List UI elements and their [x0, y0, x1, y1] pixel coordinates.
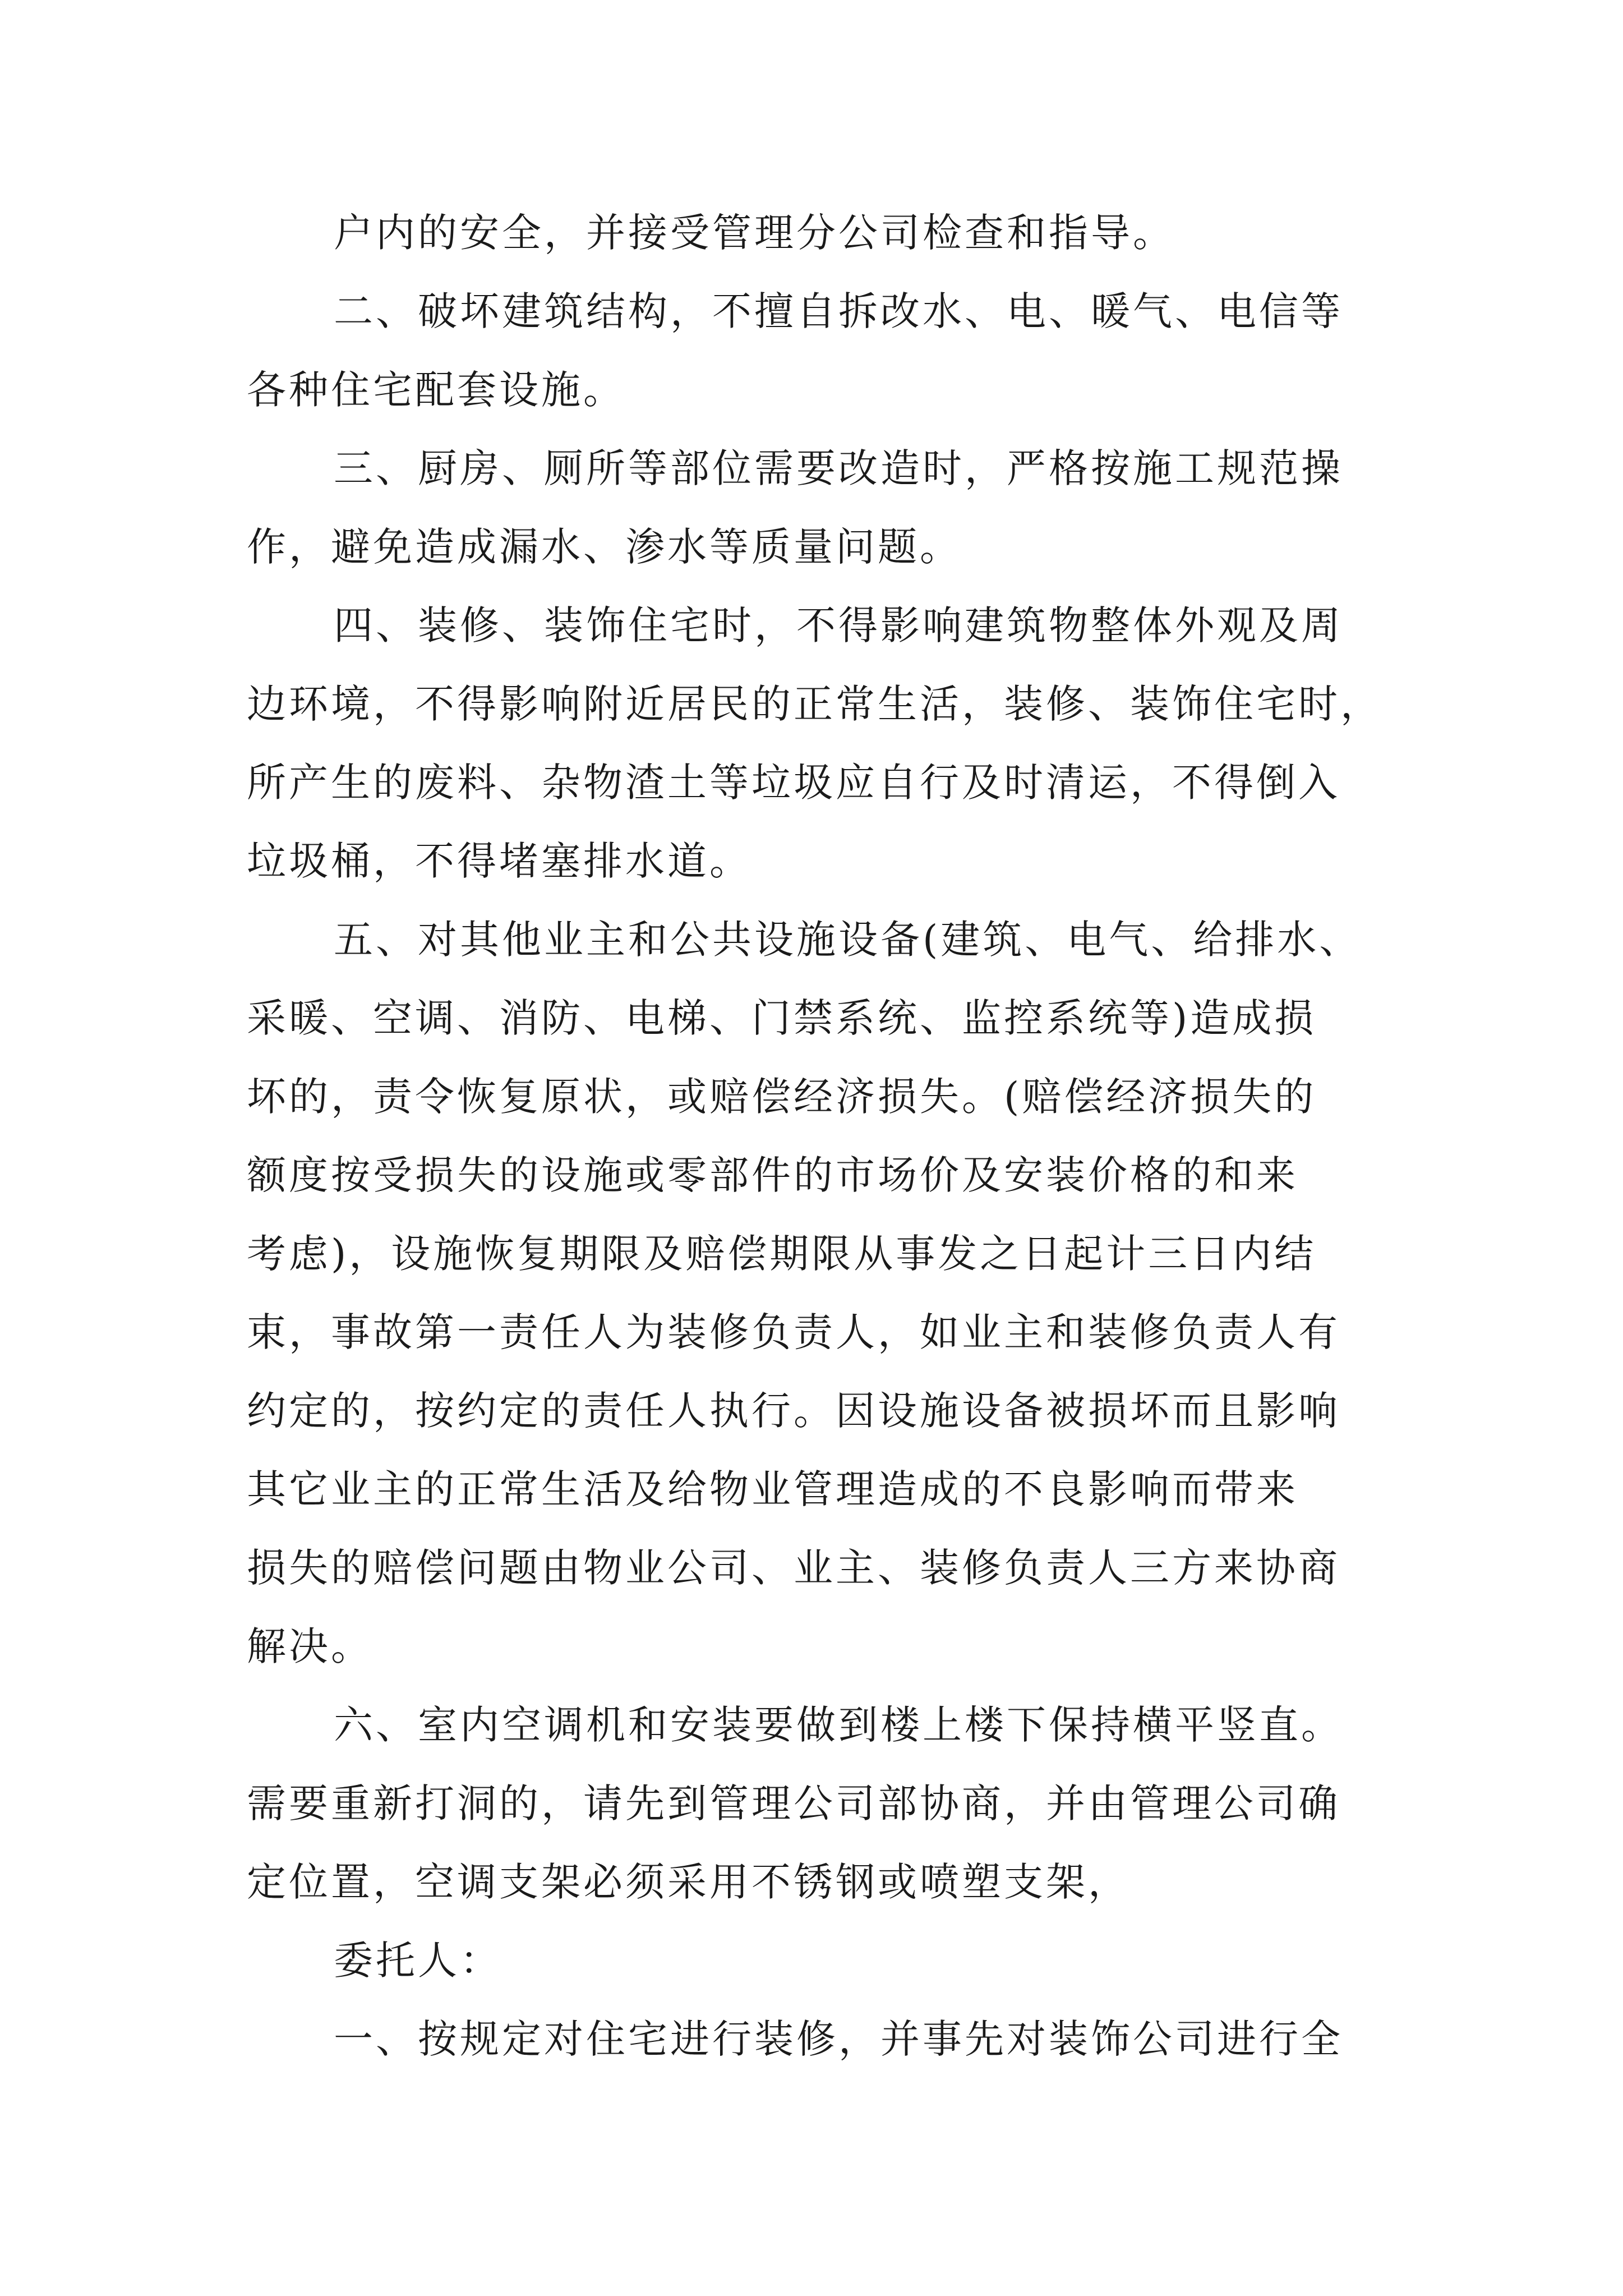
- text-line: 坏的，责令恢复原状，或赔偿经济损失。(赔偿经济损失的: [247, 1074, 1317, 1120]
- text-line: 考虑)，设施恢复期限及赔偿期限从事发之日起计三日内结: [247, 1231, 1317, 1277]
- text-line: 一、按规定对住宅进行装修，并事先对装饰公司进行全: [334, 2016, 1343, 2062]
- text-line: 委托人：: [334, 1938, 502, 1984]
- text-line: 定位置，空调支架必须采用不锈钢或喷塑支架，: [247, 1859, 1130, 1905]
- text-line: 束，事故第一责任人为装修负责人，如业主和装修负责人有: [247, 1309, 1340, 1355]
- text-line: 各种住宅配套设施。: [247, 367, 625, 413]
- text-line: 额度按受损失的设施或零部件的市场价及安装价格的和来: [247, 1152, 1298, 1198]
- text-line: 约定的，按约定的责任人执行。因设施设备被损坏而且影响: [247, 1388, 1340, 1434]
- text-line: 三、厨房、厕所等部位需要改造时，严格按施工规范操: [334, 445, 1343, 491]
- text-line: 需要重新打洞的，请先到管理公司部协商，并由管理公司确: [247, 1780, 1340, 1826]
- text-line: 垃圾桶，不得堵塞排水道。: [247, 838, 751, 884]
- text-line: 四、装修、装饰住宅时，不得影响建筑物整体外观及周: [334, 602, 1343, 648]
- text-line: 采暖、空调、消防、电梯、门禁系统、监控系统等)造成损: [247, 995, 1317, 1041]
- text-line: 边环境，不得影响附近居民的正常生活，装修、装饰住宅时，: [247, 681, 1382, 727]
- text-line: 二、破坏建筑结构，不擅自拆改水、电、暖气、电信等: [334, 288, 1343, 334]
- text-line: 所产生的废料、杂物渣土等垃圾应自行及时清运，不得倒入: [247, 760, 1340, 806]
- text-line: 解决。: [247, 1623, 373, 1669]
- text-line: 六、室内空调机和安装要做到楼上楼下保持横平竖直。: [334, 1702, 1343, 1748]
- text-line: 损失的赔偿问题由物业公司、业主、装修负责人三方来协商: [247, 1545, 1340, 1591]
- text-line: 五、对其他业主和公共设施设备(建筑、电气、给排水、: [334, 917, 1362, 963]
- text-line: 户内的安全，并接受管理分公司检查和指导。: [334, 210, 1175, 256]
- text-line: 作，避免造成漏水、渗水等质量问题。: [247, 524, 962, 570]
- text-line: 其它业主的正常生活及给物业管理造成的不良影响而带来: [247, 1466, 1298, 1512]
